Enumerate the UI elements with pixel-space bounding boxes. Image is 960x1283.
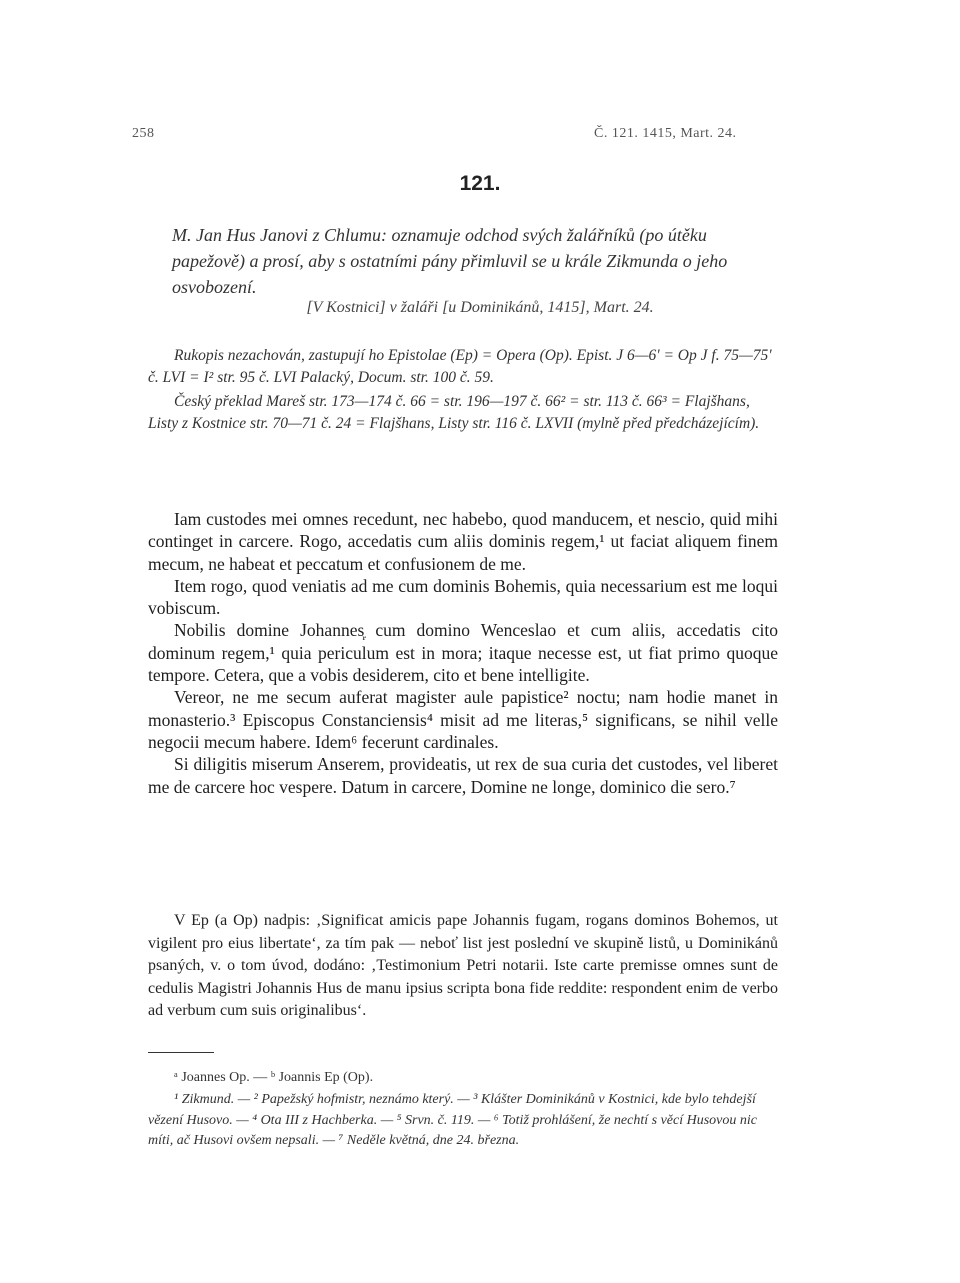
- running-head-text: Č. 121. 1415, Mart. 24.: [594, 126, 737, 141]
- source-manuscript: Rukopis nezachován, zastupují ho Epistolae (Ep) = Opera (Op). Epist. J 6—6' = Op J f. 75—75' č. LVI = I² str. 95 č. LVI Palacký, Docum. str. 100 č. 59.: [148, 347, 772, 386]
- document-number: 121.: [459, 172, 501, 195]
- apparatus-text: V Ep (a Op) nadpis: ‚Significat amicis pape Johannis fugam, rogans dominos Bohemos, ut vigilent pro eius libertate‘, za tím pak — neboť list jest poslední ve skupině listů, u Dominikánů psaných, v. o tom úvod, dodáno: ‚Testimonium Petri notarii. Iste carte premisse omnes sunt de cedulis Magistri Johannis Hus de manu ipsius scripta bona fide reddite: respondent enim de verbo ad verbum cum suis originalibus‘.: [148, 912, 778, 1019]
- page-number: 258: [132, 126, 155, 141]
- letter-paragraph: Iam custodes mei omnes recedunt, nec habebo, quod manducem, et nescio, quid mihi continget in carcere. Rogo, accedatis cum aliis dominis regem,¹ ut faciat aliquem finem mecum, ne habeat et peccatum et confusionem de me.: [148, 509, 778, 574]
- source-translation: Český překlad Mareš str. 173—174 č. 66 = str. 196—197 č. 66² = str. 113 č. 66³ = Flajšhans, Listy z Kostnice str. 70—71 č. 24 = Flajšhans, Listy str. 116 č. LXVII (mylně před předcházejícím).: [148, 393, 760, 432]
- letter-paragraph: Si diligitis miserum Anserem, provideatis, ut rex de sua curia det custodes, vel liberet me de carcere hoc vespere. Datum in carcere, Domine ne longe, dominico die sero.⁷: [148, 754, 778, 797]
- letter-paragraph: Nobilis domine Johannes᷊ cum domino Wenceslao et cum aliis, accedatis cito dominum regem,¹ quia periculum est in mora; itaque necesse est, ut fiat primo quoque tempore. Cetera, que a vobis desiderem, cito et bene intelligite.: [148, 620, 778, 686]
- sources-note: [148, 345, 778, 435]
- critical-apparatus: [148, 910, 778, 1023]
- regest-text: M. Jan Hus Janovi z Chlumu: oznamuje odchod svých žalářníků (po útěku papežově) a prosí, aby s ostatními pány přimluvil se u krále Zikmunda o jeho osvobození.: [172, 225, 728, 297]
- dateline: [V Kostnici] v žaláři [u Dominikánů, 1415], Mart. 24.: [306, 299, 654, 316]
- footnote-divider: [148, 1052, 214, 1053]
- regest: [172, 222, 778, 300]
- footnotes-numbered: [148, 1090, 778, 1152]
- letter-paragraph: Vereor, ne me secum auferat magister aule papistice² noctu; nam hodie manet in monasterio.³ Episcopus Constanciensis⁴ misit ad me literas,⁵ significans, se nihil velle negocii mecum habere. Idem⁶ fecerunt cardinales.: [148, 687, 778, 752]
- letter-paragraph: Item rogo, quod veniatis ad me cum dominis Bohemis, quia necessarium est me loqui vobiscum.: [148, 575, 778, 619]
- letter-body: [148, 508, 778, 798]
- footnotes-letter: ᵃ Joannes Op. — ᵇ Joannis Ep (Op).: [174, 1070, 374, 1085]
- footnotes-numbered-text: ¹ Zikmund. — ² Papežský hofmistr, neznámo který. — ³ Klášter Dominikánů v Kostnici, kde bylo tehdejší vězení Husovo. — ⁴ Ota III z Hachberka. — ⁵ Srvn. č. 119. — ⁶ Totiž prohlášení, že nechtí s věcí Husovou nic míti, ač Husovi ovšem nepsali. — ⁷ Neděle květná, dne 24. března.: [148, 1092, 757, 1148]
